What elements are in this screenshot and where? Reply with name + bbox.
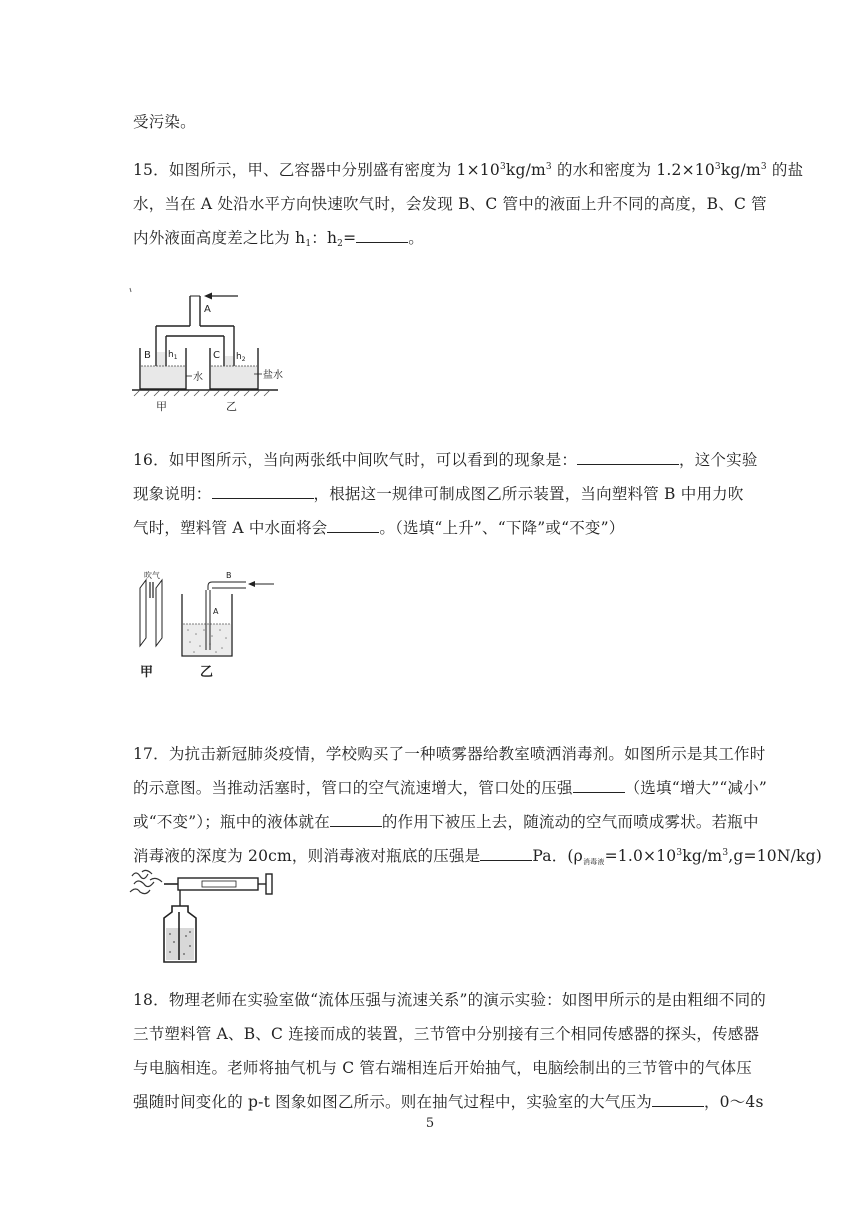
answer-blank[interactable] [356,228,408,243]
answer-blank[interactable] [480,846,532,861]
label-a: A [213,607,219,616]
label-yi: 乙 [200,665,214,680]
label-h1: $h_1$ [168,350,178,361]
question-17-line-4: 消毒液的深度为 20cm，则消毒液对瓶底的压强是 Pa．$(\rho_{消毒液}=1.0\times 10^3kg/m^3,g=10N/kg)$ [133,847,822,866]
horizontal-pipe [156,326,234,336]
label-yi: 乙 [226,400,237,413]
paper-right [156,580,162,646]
question-16-line-3: 气时，塑料管 A 中水面将会 。（选填“上升”、“下降”或“不变”） [133,519,625,537]
label-h2: $h_2$ [236,352,246,363]
question-18-line-1: 18．物理老师在实验室做“流体压强与流速关系”的演示实验：如图甲所示的是由粗细不同的 [133,991,766,1009]
answer-blank[interactable] [330,812,382,827]
plunger-handle [266,874,272,894]
text-line [133,112,196,132]
question-15-line-3: 内外液面高度差之比为 $h_1$：$h_2=$ 。 [133,229,424,249]
question-18-line-3: 与电脑相连。老师将抽气机与 C 管右端相连后开始抽气，电脑绘制出的三节管中的气体压 [133,1059,752,1077]
question-18-line-2: 三节塑料管 A、B、C 连接而成的装置，三节管中分别接有三个相同传感器的探头，传感器 [133,1025,760,1043]
question-17-line-2: 的示意图。当推动活塞时，管口的空气流速增大，管口处的压强 （选填“增大”“减小” [133,779,768,797]
label-b: B [144,350,151,361]
label-c: C [213,350,220,361]
answer-blank[interactable] [652,1092,704,1107]
ground-hatching [134,390,270,396]
answer-blank[interactable] [573,778,625,793]
arrow-head [204,293,212,300]
question-17-line-1: 17．为抗击新冠肺炎疫情，学校购买了一种喷雾器给教室喷洒消毒剂。如图所示是其工作时 [133,745,766,763]
question-16-line-1: 16．如甲图所示，当向两张纸中间吹气时，可以看到的现象是： ，这个实验 [133,451,758,469]
question-15-line-2: 水，当在 A 处沿水平方向快速吹气时，会发现 B、C 管中的液面上升不同的高度，B、C 管 [133,195,767,213]
figure-15-diagram [128,284,298,414]
paragraph-text: 受污染。 [133,113,196,131]
spray-mist [130,870,162,893]
answer-blank[interactable] [212,484,314,499]
label-jia: 甲 [140,665,154,680]
paper-left [140,580,146,646]
arrow-head [248,581,255,587]
figure-17-sprayer [128,866,278,966]
figure-16-diagram [126,564,286,682]
question-18-line-4: 强随时间变化的 p-t 图象如图乙所示。则在抽气过程中，实验室的大气压为 ，0～4s [133,1093,764,1111]
question-16-line-2: 现象说明： ，根据这一规律可制成图乙所示装置，当向塑料管 B 中用力吹 [133,485,744,503]
question-17-line-3: 或“不变”）；瓶中的液体就在 的作用下被压上去，随流动的空气而喷成雾状。若瓶中 [133,813,759,831]
page-number: 5 [425,1116,435,1131]
tube-a [190,296,200,326]
question-15-line-1: 15．如图所示，甲、乙容器中分别盛有密度为 $1\times 10^3kg/m^3$ 的水和密度为 $1.2\times 10^3kg/m^3$ 的盐 [133,161,804,179]
label-a: A [204,304,211,315]
stray-mark [130,288,131,292]
tube-b [208,582,246,590]
answer-blank[interactable] [327,518,379,533]
label-blow: 吹气 [144,571,160,580]
label-jia: 甲 [156,400,167,413]
blow-marks [150,582,153,598]
answer-blank[interactable] [577,450,679,465]
label-water: 水 [193,372,203,383]
label-b: B [226,571,232,580]
label-salt-water: 盐水 [263,370,283,381]
